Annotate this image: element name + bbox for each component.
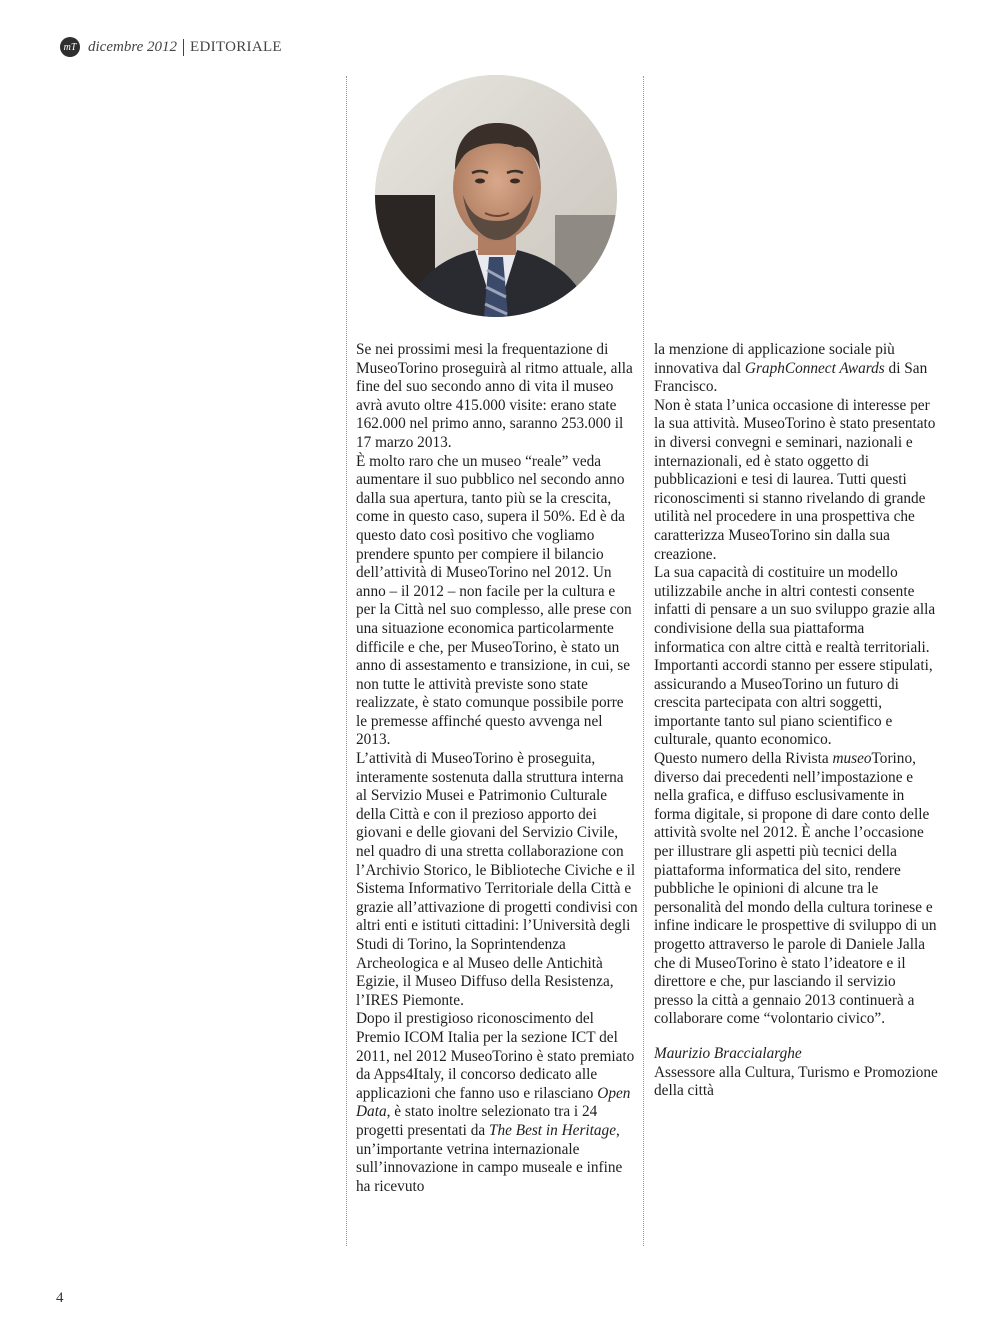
page-header xyxy=(60,36,282,58)
center-dotted-divider xyxy=(643,76,644,1246)
italic-term: museo xyxy=(832,750,872,768)
paragraph: L’attività di MuseoTorino è proseguita, interamente sostenuta dalla struttura interna al Servizio Musei e Patrimonio Culturale della Città e con il prezioso apporto dei giovani e delle giovani del Servizio Civile, nel quadro di una stretta collaborazione con l’Archivio Storico, le Biblioteche Civiche e il Sistema Informativo Territoriale della Città e grazie all’attivazione di progetti condivisi con altri enti e istituti cittadini: l’Università degli Studi di Torino, la Soprintendenza Archeologica e al Museo delle Antichità Egizie, il Museo Diffuso della Resistenza, l’IRES Piemonte. xyxy=(356,750,638,1009)
museotorino-logo: mT xyxy=(60,37,80,57)
author-portrait xyxy=(375,75,617,317)
header-divider xyxy=(183,39,184,56)
paragraph: Se nei prossimi mesi la frequentazione di MuseoTorino proseguirà al ritmo attuale, alla fine del suo secondo anno di vita il museo avrà avuto oltre 415.000 visite: erano state 162.000 nel primo anno, saranno 253.000 il 17 marzo 2013. xyxy=(356,341,633,451)
portrait-photo xyxy=(375,75,617,317)
italic-term: GraphConnect Awards xyxy=(744,359,885,377)
left-dotted-divider xyxy=(346,76,347,1246)
signature-role: Assessore alla Cultura, Turismo e Promozione della città xyxy=(654,1063,938,1100)
paragraph: la menzione di applicazione sociale più innovativa dal GraphConnect Awards di San Francisco. xyxy=(654,341,928,396)
paragraph: Questo numero della Rivista museoTorino, diverso dai precedenti nell’impostazione e nella grafica, e diffuso esclusivamente in forma digitale, si propone di dare conto delle attività svolte nel 2012. È anche l’occasione per illustrare gli aspetti più tecnici della piattaforma informatica del sito, rendere pubbliche le opinioni di alcune tra le personalità del mondo della cultura torinese e infine indicare le prospettive di sviluppo di un progetto attraverso le parole di Daniele Jalla che di MuseoTorino è stato l’ideatore e il direttore e che, pur lasciando il servizio presso la città a gennaio 2013 continuerà a collaborare come “volontario civico”. xyxy=(654,750,937,1028)
spacer xyxy=(654,1029,938,1045)
paragraph: Non è stata l’unica occasione di interesse per la sua attività. MuseoTorino è stato presentato in diversi convegni e seminari, nazionali e internazionali, ed è stato oggetto di pubblicazioni e tesi di laurea. Tutti questi riconoscimenti si stanno rivelando di grande utilità nel procedere in una prospettiva che caratterizza MuseoTorino sin dalla sua creazione. xyxy=(654,396,936,563)
paragraph: Dopo il prestigioso riconoscimento del Premio ICOM Italia per la sezione ICT del 2011, nel 2012 MuseoTorino è stato premiato da Apps4Italy, il concorso dedicato alle applicazioni che fanno uso e rilasciano Open Data, è stato inoltre selezionato tra i 24 progetti presentati da The Best in Heritage, un’importante vetrina internazionale sull’innovazione in campo museale e infine ha ricevuto xyxy=(356,1010,635,1195)
page-number: 4 xyxy=(56,1290,64,1306)
article-column-right xyxy=(654,341,938,1101)
italic-term: Open Data xyxy=(356,1084,631,1121)
article-column-left xyxy=(356,341,638,1196)
italic-term: The Best in Heritage xyxy=(488,1121,616,1139)
paragraph: La sua capacità di costituire un modello utilizzabile anche in altri contesti consente infatti di pensare a un suo sviluppo grazie alla condivisione della sua piattaforma informatica con altre città e realtà territoriali. Importanti accordi stanno per essere stipulati, assicurando a MuseoTorino un futuro di crescita partecipata con altri soggetti, importante tanto sul piano scientifico e culturale, quanto economico. xyxy=(654,564,936,749)
signature-name: Maurizio Braccialarghe xyxy=(654,1044,802,1062)
header-date: dicembre 2012 xyxy=(88,38,178,55)
paragraph: È molto raro che un museo “reale” veda aumentare il suo pubblico nel secondo anno dalla sua apertura, tanto più se la crescita, come in questo caso, supera il 50%. Ed è da questo dato così positivo che vogliamo prendere spunto per compiere il bilancio dell’attività di MuseoTorino nel 2012. Un anno – il 2012 – non facile per la cultura e per la Città nel suo complesso, alle prese con una situazione economica particolarmente difficile e che, per MuseoTorino, è stato un anno di assestamento e transizione, in cui, se non tutte le attività previste sono state realizzate, è stato comunque possibile porre le premesse affinché questo avvenga nel 2013. xyxy=(356,452,632,749)
header-section: EDITORIALE xyxy=(190,38,282,55)
